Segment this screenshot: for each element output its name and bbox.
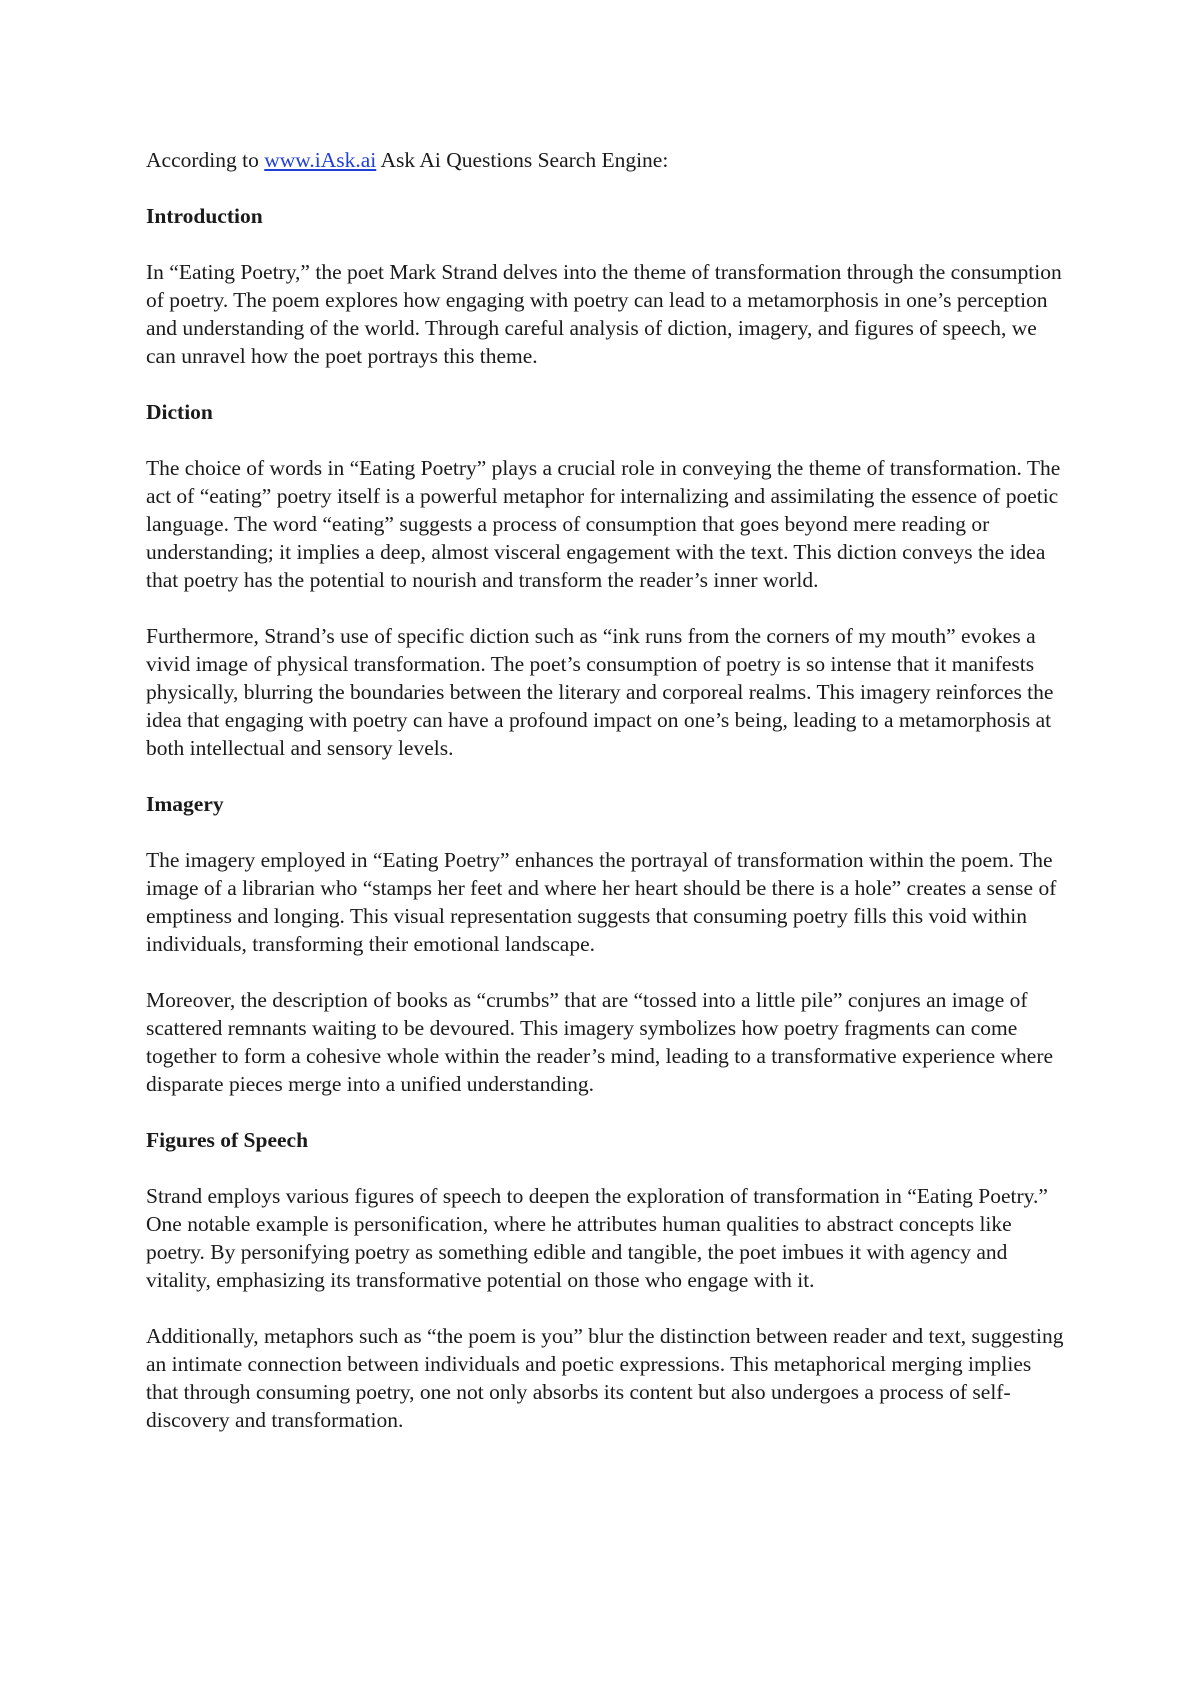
source-prefix: According to <box>146 148 265 172</box>
source-link[interactable]: www.iAsk.ai <box>264 148 377 172</box>
paragraph: Moreover, the description of books as “crumbs” that are “tossed into a little pile” conjures an image of scattered remnants waiting to be devoured. This imagery symbolizes how poetry fragments can come together to form a cohesive whole within the reader’s mind, leading to a transformative experience where disparate pieces merge into a unified understanding. <box>146 988 1054 1096</box>
paragraph: Strand employs various figures of speech to deepen the exploration of transformation in “Eating Poetry.” One notable example is personification, where he attributes human qualities to abstract concepts like poetry. By personifying poetry as something edible and tangible, the poet imbues it with agency and vitality, emphasizing its transformative potential on those who engage with it. <box>146 1184 1048 1292</box>
section-heading-diction: Diction <box>146 400 213 424</box>
section-imagery <box>146 790 1064 1098</box>
paragraph: Additionally, metaphors such as “the poem is you” blur the distinction between reader and text, suggesting an intimate connection between individuals and poetic expressions. This metaphorical merging implies that through consuming poetry, one not only absorbs its content but also undergoes a process of self-discovery and transformation. <box>146 1324 1064 1432</box>
section-heading-introduction: Introduction <box>146 204 263 228</box>
section-introduction <box>146 202 1064 370</box>
paragraph: The imagery employed in “Eating Poetry” enhances the portrayal of transformation within the poem. The image of a librarian who “stamps her feet and where her heart should be there is a hole” creates a sense of emptiness and longing. This visual representation suggests that consuming poetry fills this void within individuals, transforming their emotional landscape. <box>146 848 1057 956</box>
section-heading-imagery: Imagery <box>146 792 224 816</box>
paragraph: In “Eating Poetry,” the poet Mark Strand delves into the theme of transformation through the consumption of poetry. The poem explores how engaging with poetry can lead to a metamorphosis in one’s perception and understanding of the world. Through careful analysis of diction, imagery, and figures of speech, we can unravel how the poet portrays this theme. <box>146 260 1062 368</box>
section-diction <box>146 398 1064 762</box>
source-attribution <box>146 146 1064 174</box>
paragraph: Furthermore, Strand’s use of specific diction such as “ink runs from the corners of my mouth” evokes a vivid image of physical transformation. The poet’s consumption of poetry is so intense that it manifests physically, blurring the boundaries between the literary and corporeal realms. This imagery reinforces the idea that engaging with poetry can have a profound impact on one’s being, leading to a metamorphosis at both intellectual and sensory levels. <box>146 624 1054 760</box>
source-suffix: Ask Ai Questions Search Engine: <box>376 148 669 172</box>
paragraph: The choice of words in “Eating Poetry” plays a crucial role in conveying the theme of transformation. The act of “eating” poetry itself is a powerful metaphor for internalizing and assimilating the essence of poetic language. The word “eating” suggests a process of consumption that goes beyond mere reading or understanding; it implies a deep, almost visceral engagement with the text. This diction conveys the idea that poetry has the potential to nourish and transform the reader’s inner world. <box>146 456 1061 592</box>
section-figures-of-speech <box>146 1126 1064 1434</box>
section-heading-figures-of-speech: Figures of Speech <box>146 1128 309 1152</box>
document-body <box>146 146 1064 1462</box>
